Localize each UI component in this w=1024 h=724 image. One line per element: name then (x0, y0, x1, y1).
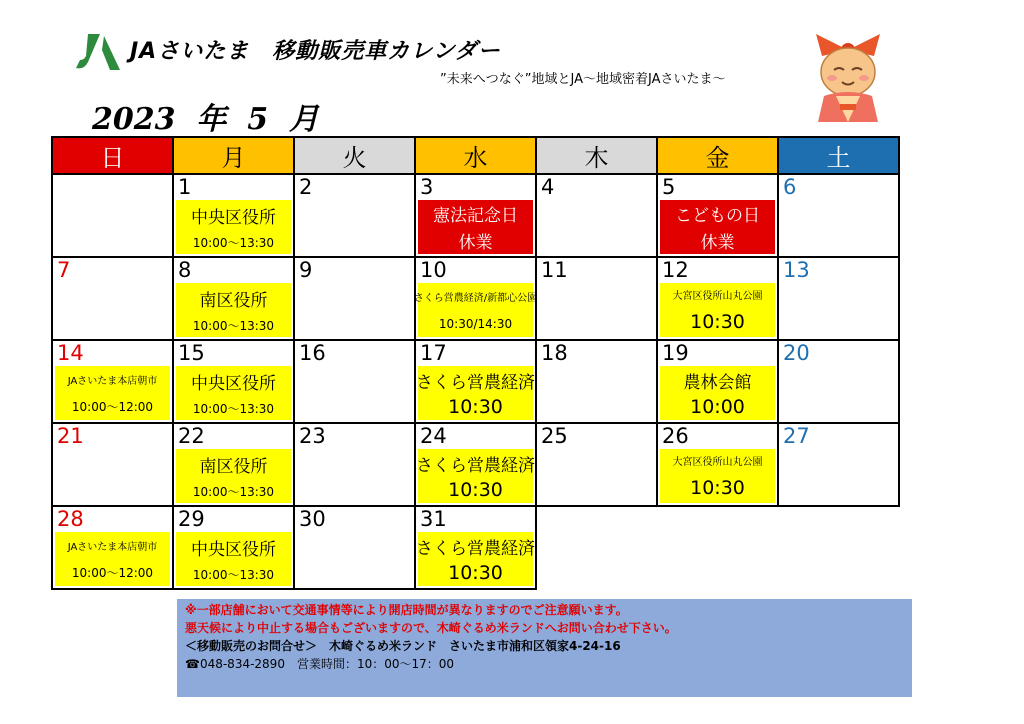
day-number: 2 (299, 175, 313, 199)
day-number: 30 (299, 507, 326, 531)
calendar-day-cell (778, 340, 899, 423)
sales-stop-block (176, 200, 291, 254)
event-location: 農林会館 (683, 372, 752, 393)
sales-stop-block (176, 283, 291, 337)
day-number: 5 (662, 175, 676, 199)
calendar-day-cell (536, 174, 657, 257)
event-location: 南区役所 (199, 457, 268, 477)
day-number: 8 (178, 258, 192, 282)
calendar-day-cell (173, 257, 294, 340)
event-location: こどもの日 (675, 206, 760, 226)
weekday-header: 木 (536, 137, 657, 174)
event-location: 中央区役所 (191, 208, 276, 228)
mascot-character-icon (806, 26, 890, 124)
calendar-week-row (52, 174, 899, 257)
sales-stop-block (418, 532, 533, 586)
event-location: さくら営農経済 (416, 538, 535, 559)
notice-line-3: ＜移動販売のお問合せ＞ 木崎ぐるめ米ランド さいたま市浦和区領家4-24-16 (185, 639, 621, 653)
event-location: 憲法記念日 (433, 206, 518, 226)
sales-stop-block (418, 449, 533, 503)
calendar-day-cell (52, 257, 173, 340)
event-location: さくら営農経済 (416, 372, 535, 393)
calendar-table (51, 136, 900, 590)
event-time: 10:00～13:30 (192, 402, 275, 416)
event-time: 10:30 (690, 310, 745, 333)
calendar-week-row (52, 257, 899, 340)
sales-stop-block (55, 532, 170, 586)
calendar-day-cell (294, 340, 415, 423)
day-number: 12 (662, 258, 689, 282)
calendar-day-cell (52, 340, 173, 423)
day-number: 31 (420, 507, 447, 531)
day-number (53, 175, 172, 198)
weekday-header: 火 (294, 137, 415, 174)
day-number: 11 (541, 258, 568, 282)
calendar-day-cell (657, 257, 778, 340)
event-time: 10:30/14:30 (438, 316, 513, 331)
calendar-day-cell (173, 506, 294, 589)
calendar-day-cell (778, 423, 899, 506)
calendar-day-cell (415, 174, 536, 257)
event-location: 中央区役所 (191, 540, 276, 560)
event-location: さくら営農経済 (416, 455, 535, 476)
day-number: 10 (420, 258, 447, 282)
weekday-header: 日 (52, 137, 173, 174)
day-number: 20 (783, 341, 810, 365)
calendar-day-cell (657, 340, 778, 423)
calendar-day-cell (415, 506, 536, 589)
day-number: 16 (299, 341, 326, 365)
notice-line-1: ※一部店舗において交通事情等により開店時間が異なりますのでご注意願います。 (185, 603, 628, 617)
calendar-day-cell (173, 174, 294, 257)
calendar-week-row (52, 506, 899, 589)
day-number: 7 (57, 258, 71, 282)
day-number: 27 (783, 424, 810, 448)
sales-stop-block (176, 449, 291, 503)
sales-stop-block (176, 532, 291, 586)
calendar-body (52, 174, 899, 589)
event-time: 10:30 (690, 476, 745, 499)
event-location: 中央区役所 (191, 374, 276, 394)
day-number: 15 (178, 341, 205, 365)
day-number: 1 (178, 175, 192, 199)
closed-label: 休業 (458, 233, 493, 253)
ja-logo-icon (74, 32, 126, 72)
day-number: 13 (783, 258, 810, 282)
closed-label: 休業 (700, 233, 735, 253)
calendar-week-row (52, 340, 899, 423)
notice-line-4: ☎048-834-2890 営業時間：10：00～17：00 (185, 657, 455, 671)
calendar-day-cell (778, 174, 899, 257)
notice-box (177, 599, 912, 697)
calendar-day-cell (536, 257, 657, 340)
event-time: 10:30 (448, 396, 503, 419)
holiday-block (418, 200, 533, 254)
calendar-day-cell (415, 340, 536, 423)
weekday-header: 水 (415, 137, 536, 174)
weekday-header: 月 (173, 137, 294, 174)
day-number: 9 (299, 258, 313, 282)
calendar-day-cell (173, 423, 294, 506)
weekday-header: 土 (778, 137, 899, 174)
holiday-block (660, 200, 775, 254)
calendar-day-cell (52, 423, 173, 506)
calendar-day-cell (657, 174, 778, 257)
event-time: 10:00 (690, 396, 745, 419)
event-location: JAさいたま本店朝市 (67, 375, 158, 387)
day-number: 4 (541, 175, 555, 199)
day-number: 19 (662, 341, 689, 365)
year-month-heading: 2023 年 5 月 (92, 102, 320, 137)
calendar-empty-cell (657, 506, 778, 589)
weekday-header-row (52, 137, 899, 174)
calendar-day-cell (657, 423, 778, 506)
day-number: 18 (541, 341, 568, 365)
day-number: 21 (57, 424, 84, 448)
day-number: 14 (57, 341, 84, 365)
sales-stop-block (55, 366, 170, 420)
event-time: 10:00～13:30 (192, 568, 275, 582)
day-number: 29 (178, 507, 205, 531)
calendar-day-cell (294, 257, 415, 340)
calendar-empty-cell (536, 506, 657, 589)
event-time: 10:00～12:00 (71, 565, 154, 580)
event-time: 10:00～12:00 (71, 399, 154, 414)
day-number: 17 (420, 341, 447, 365)
calendar-day-cell (294, 174, 415, 257)
event-location: さくら営農経済/新都心公園 (413, 293, 538, 305)
sales-stop-block (660, 366, 775, 420)
event-time: 10:00～13:30 (192, 485, 275, 499)
event-time: 10:30 (448, 562, 503, 585)
calendar-day-cell (415, 423, 536, 506)
day-number: 25 (541, 424, 568, 448)
tagline: ”未来へつなぐ”地域とJA～地域密着JAさいたま～ (440, 72, 726, 87)
calendar-day-cell (294, 423, 415, 506)
sales-stop-block (413, 283, 538, 337)
calendar-day-cell (536, 423, 657, 506)
calendar-day-cell (173, 340, 294, 423)
sales-stop-block (660, 283, 775, 337)
event-location: JAさいたま本店朝市 (67, 541, 158, 553)
calendar-day-cell (52, 506, 173, 589)
calendar-day-cell (415, 257, 536, 340)
calendar-empty-cell (778, 506, 899, 589)
calendar-day-cell (778, 257, 899, 340)
sales-stop-block (418, 366, 533, 420)
sales-stop-block (660, 449, 775, 503)
calendar-day-cell (294, 506, 415, 589)
weekday-header: 金 (657, 137, 778, 174)
event-time: 10:30 (448, 479, 503, 502)
day-number: 6 (783, 175, 797, 199)
day-number: 22 (178, 424, 205, 448)
event-time: 10:00～13:30 (192, 319, 275, 333)
calendar-week-row (52, 423, 899, 506)
calendar-day-cell (536, 340, 657, 423)
event-location: 南区役所 (199, 291, 268, 311)
event-time: 10:00～13:30 (192, 236, 275, 250)
event-location: 大宮区役所山丸公園 (672, 457, 763, 469)
notice-line-2: 悪天候により中止する場合もございますので、木崎ぐるめ米ランドへお問い合わせ下さい。 (185, 621, 677, 635)
day-number: 3 (420, 175, 434, 199)
calendar-day-cell (52, 174, 173, 257)
event-location: 大宮区役所山丸公園 (672, 291, 763, 303)
day-number: 23 (299, 424, 326, 448)
day-number: 24 (420, 424, 447, 448)
day-number: 26 (662, 424, 689, 448)
brand-title: JAさいたま 移動販売車カレンダー (130, 39, 501, 64)
sales-stop-block (176, 366, 291, 420)
day-number: 28 (57, 507, 84, 531)
